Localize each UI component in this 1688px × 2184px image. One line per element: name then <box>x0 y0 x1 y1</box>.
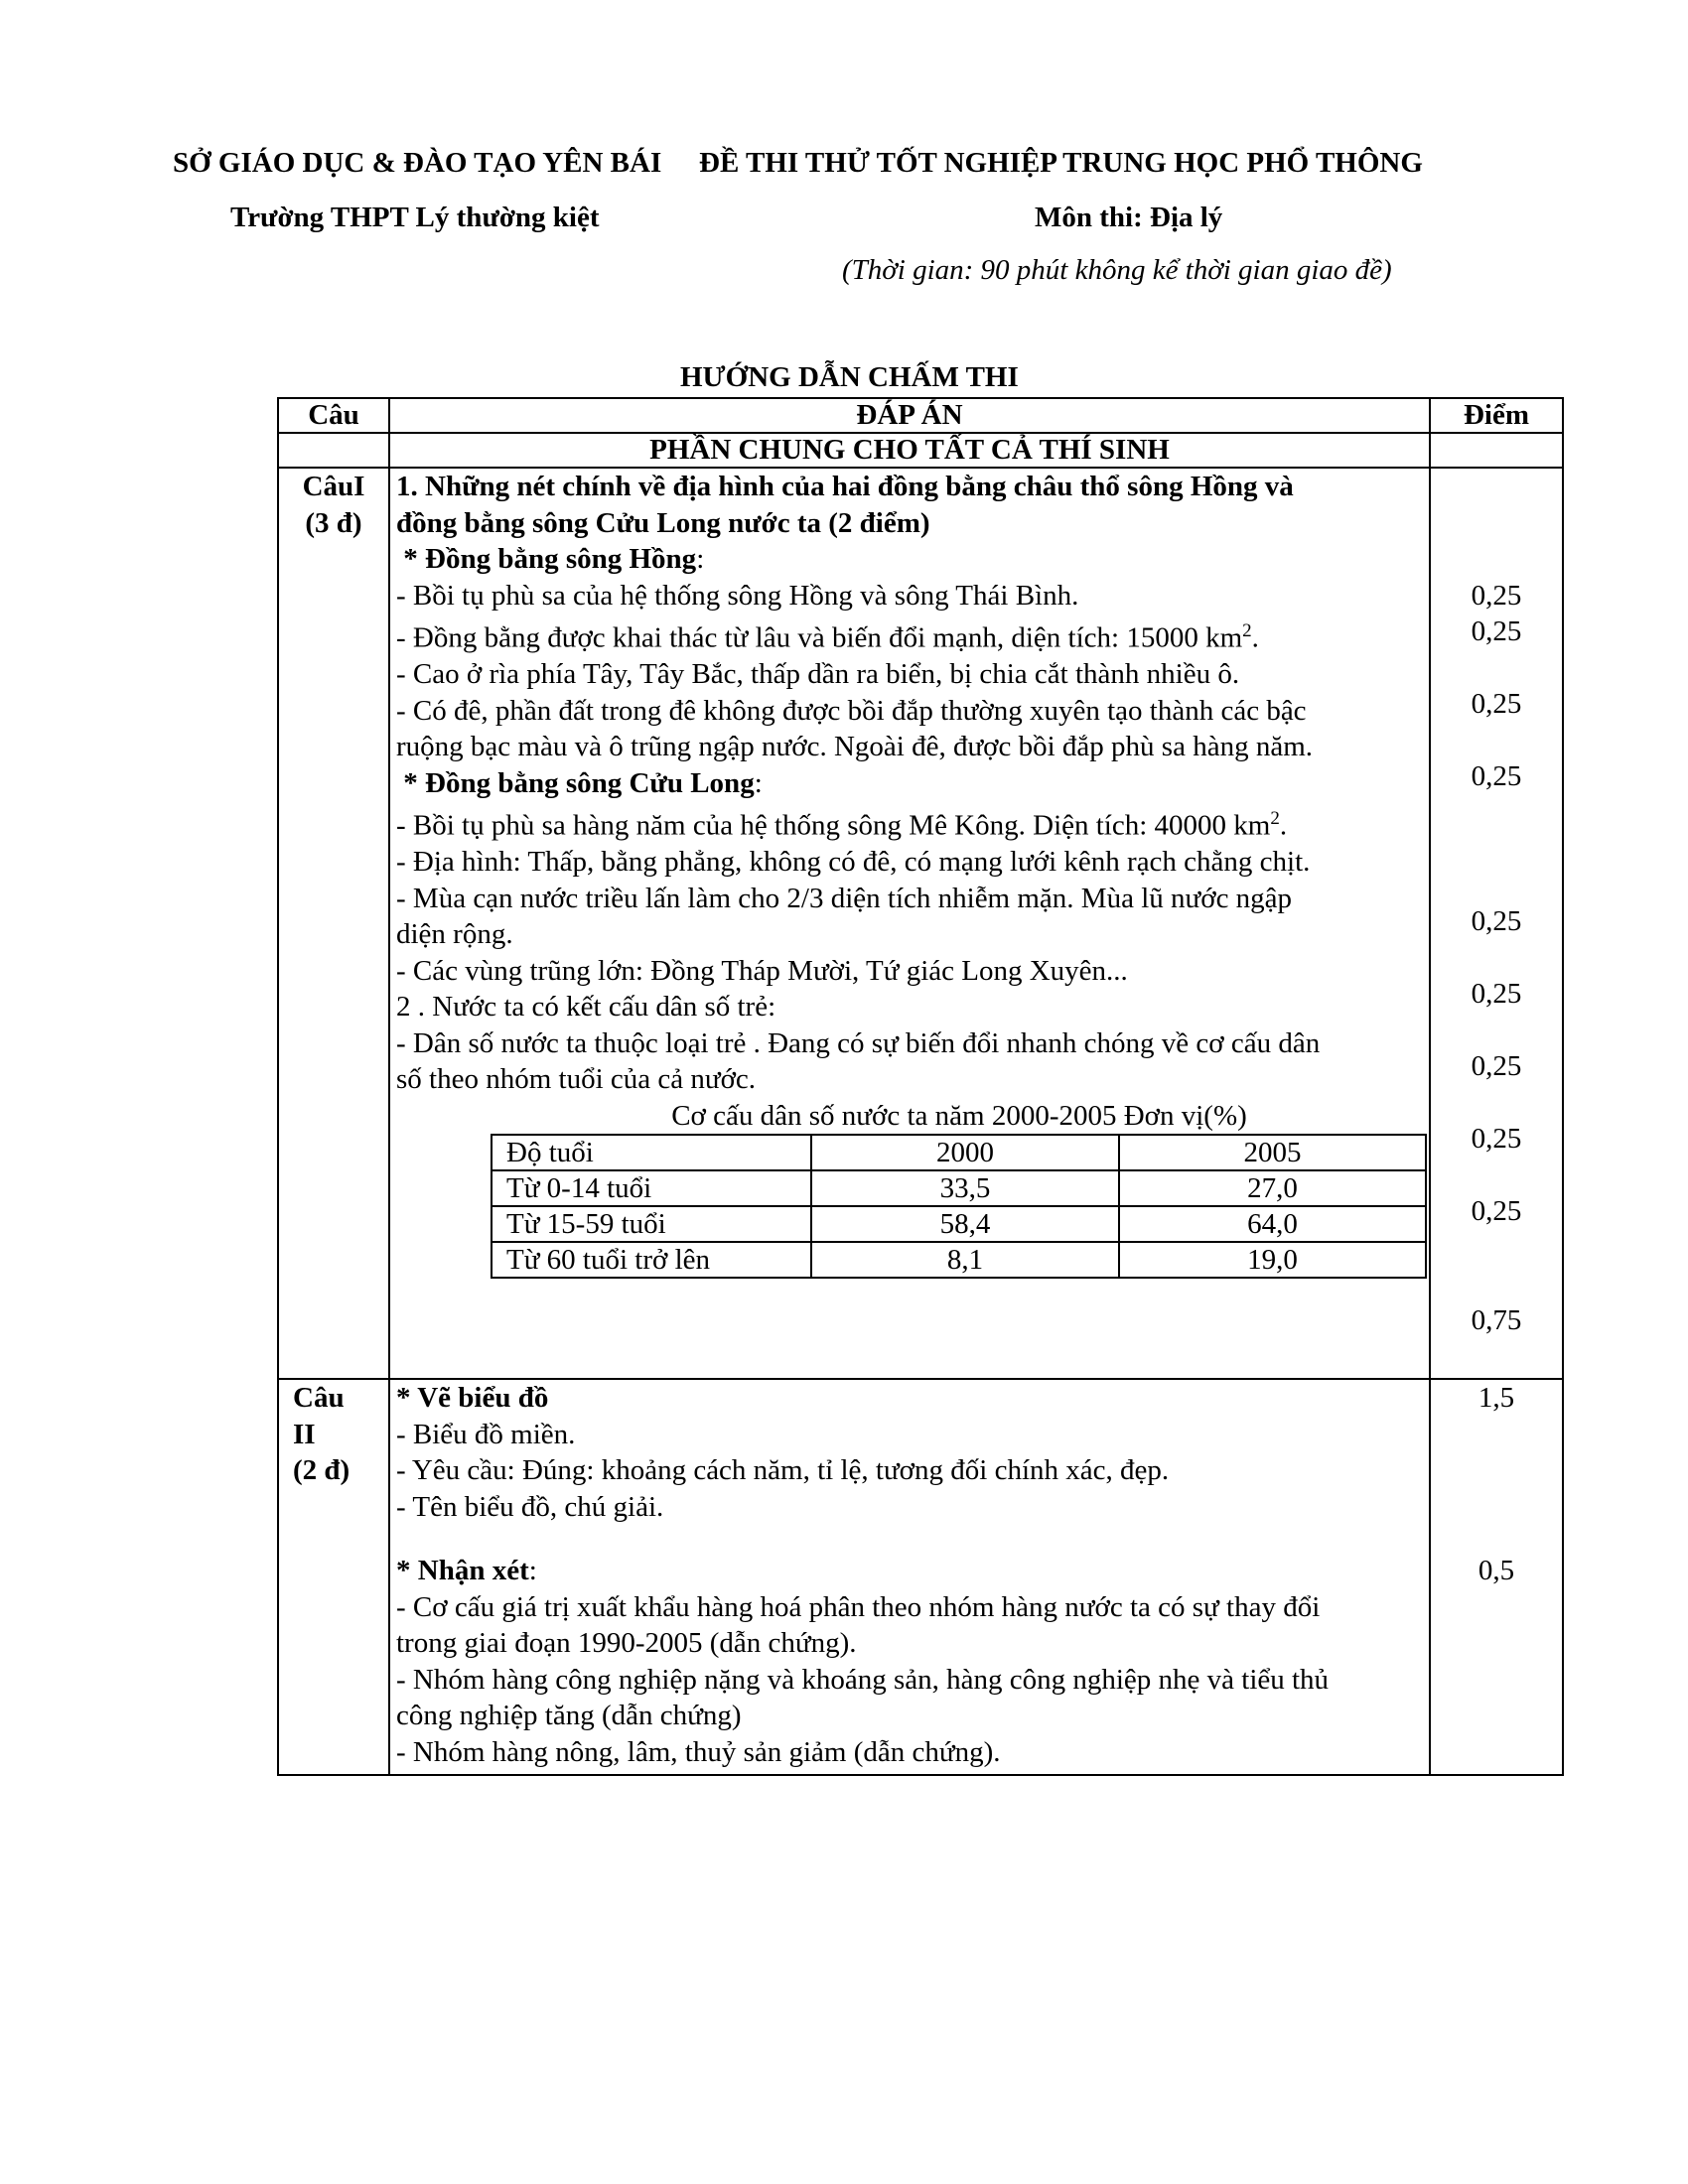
pop-header-2000: 2000 <box>811 1135 1119 1170</box>
section-empty-right <box>1430 433 1563 468</box>
score-spacer <box>1437 1013 1556 1049</box>
score-spacer <box>1437 469 1556 505</box>
red-river-line: - Cao ở rìa phía Tây, Tây Bắc, thấp dần ra biển, bị chia cắt thành nhiều ô. <box>396 658 1240 691</box>
score-spacer <box>1437 1452 1556 1489</box>
red-river-line: ruộng bạc màu và ô trũng ngập nước. Ngoài đê, được bồi đắp phù sa hàng năm. <box>396 731 1314 763</box>
pop-header-2005: 2005 <box>1119 1135 1426 1170</box>
score-value: 0,25 <box>1471 760 1522 792</box>
table-header-row <box>278 398 1563 433</box>
comment-line: - Nhóm hàng nông, lâm, thuỷ sản giảm (dẫn chứng). <box>396 1735 1001 1768</box>
score-value: 0,25 <box>1471 615 1522 647</box>
score-spacer <box>1437 795 1556 832</box>
q1-mekong-heading: * Đồng bằng sông Cửu Long: <box>403 766 763 799</box>
score-value: 1,5 <box>1477 1382 1515 1415</box>
score-value: 0,25 <box>1471 1195 1522 1227</box>
pop-age-group: Từ 15-59 tuổi <box>492 1206 811 1242</box>
q2-draw-title: * Vẽ biểu đồ <box>396 1382 549 1415</box>
score-spacer <box>1437 650 1556 687</box>
comment-line: công nghiệp tăng (dẫn chứng) <box>396 1700 742 1732</box>
q1-heading-line2: đồng bằng sông Cửu Long nước ta (2 điểm) <box>396 506 930 539</box>
part2-line: 2 . Nước ta có kết cấu dân số trẻ: <box>396 991 776 1024</box>
pop-value-2000: 8,1 <box>811 1242 1119 1278</box>
q2-spacer <box>396 1525 1423 1553</box>
comment-line: - Nhóm hàng công nghiệp nặng và khoáng sản, hàng công nghiệp nhẹ và tiểu thủ <box>396 1663 1330 1696</box>
header-question: Câu <box>278 398 389 433</box>
header-answer: ĐÁP ÁN <box>389 398 1430 433</box>
mekong-line: diện rộng. <box>396 918 513 951</box>
pop-value-2005: 27,0 <box>1119 1170 1426 1206</box>
score-value: 0,25 <box>1471 905 1522 937</box>
question-1-answer <box>389 468 1430 1379</box>
school-name: Trường THPT Lý thường kiệt <box>230 202 600 233</box>
score-value: 0,25 <box>1471 1123 1522 1155</box>
question-2-label-line3: (2 đ) <box>293 1454 351 1487</box>
red-river-title: * Đồng bằng sông Hồng <box>403 543 697 575</box>
red-river-line-text: - Đồng bằng được khai thác từ lâu và biến đổi mạnh, diện tích: 15000 km <box>396 621 1243 654</box>
score-value: 0,25 <box>1471 1050 1522 1082</box>
comment-line: - Cơ cấu giá trị xuất khẩu hàng hoá phân theo nhóm hàng nước ta có sự thay đổi <box>396 1590 1321 1623</box>
population-table <box>491 1134 1427 1279</box>
score-spacer <box>1437 1489 1556 1526</box>
comment-title: * Nhận xét <box>396 1555 529 1587</box>
population-table-title: Cơ cấu dân số nước ta năm 2000-2005 Đơn vị(%) <box>671 1099 1247 1132</box>
mekong-line: - Mùa cạn nước triều lấn làm cho 2/3 diện tích nhiễm mặn. Mùa lũ nước ngập <box>396 882 1293 914</box>
score-spacer <box>1437 505 1556 542</box>
score-spacer <box>1437 1230 1556 1267</box>
guide-title: HƯỚNG DẪN CHẤM THI <box>680 361 1019 393</box>
score-value: 0,5 <box>1477 1555 1515 1587</box>
q1-heading-line1: 1. Những nét chính về địa hình của hai đồng bằng châu thổ sông Hồng và <box>396 471 1294 502</box>
question-2-label-line2: II <box>293 1418 316 1450</box>
red-river-line: - Bồi tụ phù sa của hệ thống sông Hồng và sông Thái Bình. <box>396 579 1079 612</box>
question-1-label <box>278 468 389 1379</box>
header-score: Điểm <box>1430 398 1563 433</box>
mekong-line-text: - Bồi tụ phù sa hàng năm của hệ thống sông Mê Kông. Diện tích: 40000 km <box>396 809 1271 842</box>
draw-line: - Yêu cầu: Đúng: khoảng cách năm, tỉ lệ, tương đối chính xác, đẹp. <box>396 1454 1170 1487</box>
score-spacer <box>1437 868 1556 904</box>
score-spacer <box>1437 1085 1556 1122</box>
exam-title: ĐỀ THI THỬ TỐT NGHIỆP TRUNG HỌC PHỔ THÔNG <box>699 147 1423 179</box>
question-2-label <box>278 1379 389 1775</box>
draw-line: - Tên biểu đồ, chú giải. <box>396 1490 664 1523</box>
mekong-line: - Các vùng trũng lớn: Đồng Tháp Mười, Tứ giác Long Xuyên... <box>396 954 1128 987</box>
pop-value-2000: 58,4 <box>811 1206 1119 1242</box>
section-empty-left <box>278 433 389 468</box>
score-spacer <box>1437 723 1556 759</box>
score-spacer <box>1437 940 1556 977</box>
department-name: SỞ GIÁO DỤC & ĐÀO TẠO YÊN BÁI <box>173 147 662 179</box>
question-2-label-line1: Câu <box>293 1382 345 1415</box>
section-row <box>278 433 1563 468</box>
mekong-line: - Bồi tụ phù sa hàng năm của hệ thống sông Mê Kông. Diện tích: 40000 $km^2$. <box>396 808 1288 842</box>
question-1-label-line1: CâuI <box>302 471 365 502</box>
score-spacer <box>1437 1525 1556 1553</box>
pop-header-age: Độ tuổi <box>492 1135 811 1170</box>
score-value: 0,25 <box>1471 579 1522 612</box>
section-common-title: PHẦN CHUNG CHO TẤT CẢ THÍ SINH <box>389 433 1430 468</box>
question-1-row <box>278 468 1563 1379</box>
pop-value-2005: 64,0 <box>1119 1206 1426 1242</box>
score-spacer <box>1437 1266 1556 1302</box>
question-1-label-line2: (3 đ) <box>305 506 362 539</box>
score-spacer <box>1437 1417 1556 1453</box>
pop-value-2005: 19,0 <box>1119 1242 1426 1278</box>
red-river-line: - Đồng bằng được khai thác từ lâu và biến đổi mạnh, diện tích: 15000 $km^2$. <box>396 620 1259 654</box>
score-spacer <box>1437 541 1556 578</box>
question-2-answer <box>389 1379 1430 1775</box>
red-river-line: - Có đê, phần đất trong đê không được bồi đắp thường xuyên tạo thành các bậc <box>396 694 1307 727</box>
exam-subject: Môn thi: Địa lý <box>1035 202 1223 233</box>
part2-line: - Dân số nước ta thuộc loại trẻ . Đang có sự biến đổi nhanh chóng về cơ cấu dân <box>396 1026 1321 1059</box>
part2-line: số theo nhóm tuổi của cả nước. <box>396 1063 757 1096</box>
question-2-scores <box>1430 1379 1563 1775</box>
table-row <box>492 1242 1426 1278</box>
population-table-header <box>492 1135 1426 1170</box>
pop-age-group: Từ 0-14 tuổi <box>492 1170 811 1206</box>
question-2-row <box>278 1379 1563 1775</box>
score-value: 0,75 <box>1471 1303 1522 1336</box>
score-spacer <box>1437 1158 1556 1194</box>
table-row <box>492 1206 1426 1242</box>
table-row <box>492 1170 1426 1206</box>
q1-red-river-heading: * Đồng bằng sông Hồng: <box>403 543 705 575</box>
score-value: 0,25 <box>1471 688 1522 720</box>
comment-line: trong giai đoạn 1990-2005 (dẫn chứng). <box>396 1627 857 1660</box>
score-spacer <box>1437 831 1556 868</box>
q2-comment-heading: * Nhận xét: <box>396 1555 537 1587</box>
draw-line: - Biểu đồ miền. <box>396 1418 576 1450</box>
score-value: 0,25 <box>1471 978 1522 1010</box>
grading-table <box>277 397 1564 1776</box>
question-1-scores <box>1430 468 1563 1379</box>
pop-value-2000: 33,5 <box>811 1170 1119 1206</box>
mekong-title: * Đồng bằng sông Cửu Long <box>403 766 755 799</box>
exam-duration: (Thời gian: 90 phút không kể thời gian giao đề) <box>842 254 1392 286</box>
pop-age-group: Từ 60 tuổi trở lên <box>492 1242 811 1278</box>
mekong-line: - Địa hình: Thấp, bằng phẳng, không có đê, có mạng lưới kênh rạch chằng chịt. <box>396 846 1311 879</box>
